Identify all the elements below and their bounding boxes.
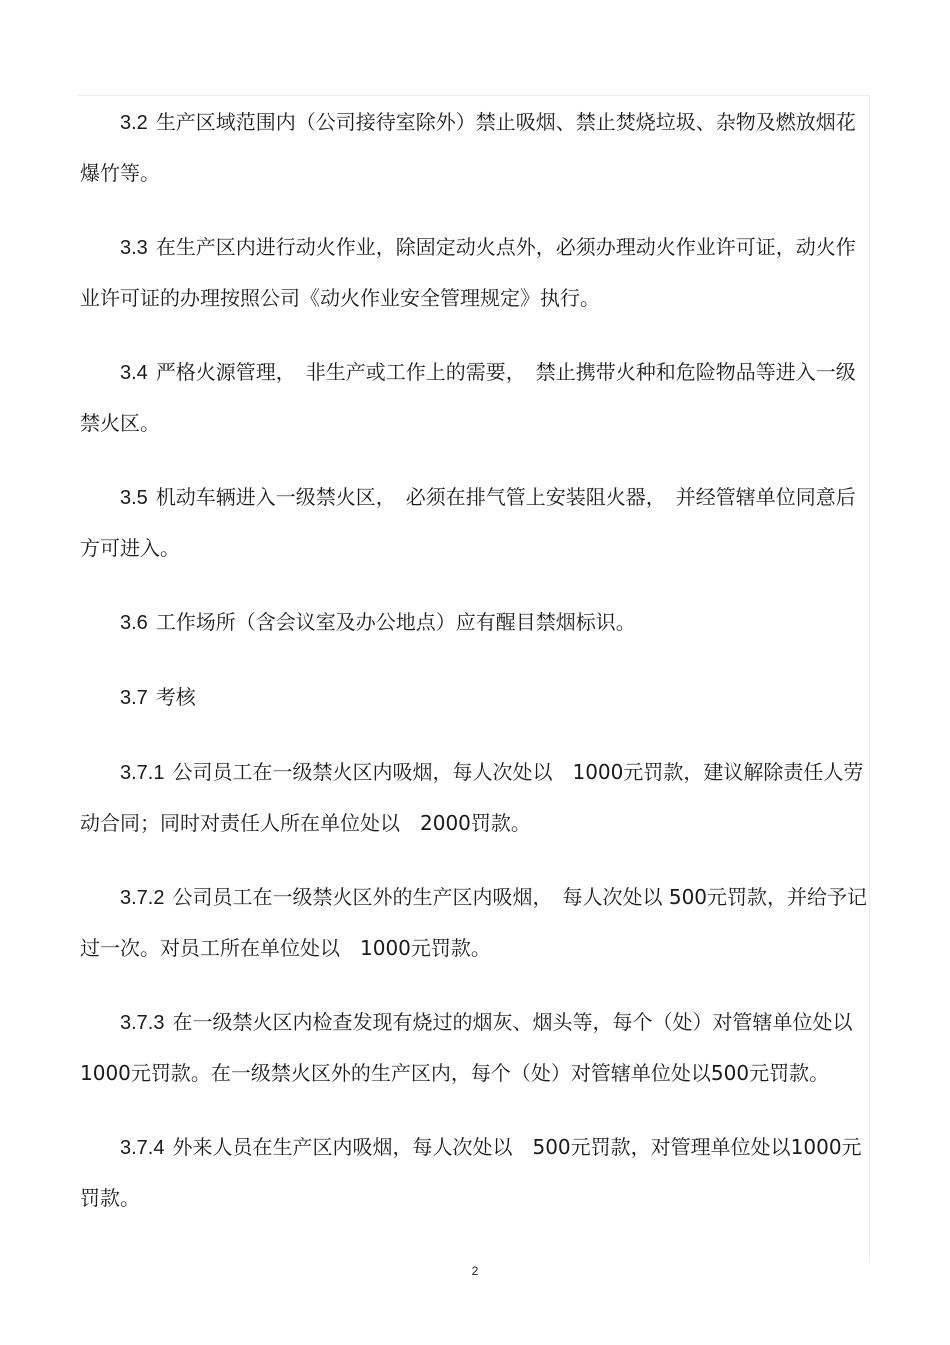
clause-text: 在一级禁火区内检查发现有烧过的烟灰、烟头等，每个（处）对管辖单位处以 1000元罚款。在一级禁火区外的生产区内，每个（处）对管辖单位处以500元罚款。 <box>80 1010 853 1085</box>
clause-text: 严格火源管理， 非生产或工作上的需要， 禁止携带火种和危险物品等进入一级禁火区。 <box>80 360 856 435</box>
paragraph-3-7-1 <box>80 747 870 848</box>
page-frame-top-line <box>78 95 870 96</box>
clause-number: 3.7 <box>120 687 148 709</box>
paragraph-3-6 <box>80 597 870 648</box>
clause-number: 3.2 <box>120 112 148 134</box>
clause-text: 公司员工在一级禁火区内吸烟，每人次处以 1000元罚款，建议解除责任人劳动合同；同时对责任人所在单位处以 2000罚款。 <box>80 760 864 835</box>
paragraph-3-7-4 <box>80 1122 870 1223</box>
clause-text: 考核 <box>155 685 196 709</box>
clause-number: 3.7.2 <box>120 887 165 909</box>
paragraph-3-7 <box>80 672 870 723</box>
clause-text: 机动车辆进入一级禁火区， 必须在排气管上安装阻火器， 并经管辖单位同意后方可进入。 <box>80 485 856 560</box>
clause-number: 3.4 <box>120 362 148 384</box>
clause-number: 3.6 <box>120 612 148 634</box>
clause-number: 3.7.4 <box>120 1137 165 1159</box>
clause-text: 工作场所（含会议室及办公地点）应有醒目禁烟标识。 <box>155 610 636 634</box>
paragraph-3-7-3 <box>80 997 870 1098</box>
clause-number: 3.7.1 <box>120 762 165 784</box>
clause-number: 3.7.3 <box>120 1012 165 1034</box>
paragraph-3-5 <box>80 472 870 573</box>
paragraph-3-3 <box>80 222 870 323</box>
clause-text: 外来人员在生产区内吸烟，每人次处以 500元罚款，对管理单位处以1000元罚款。 <box>80 1135 862 1210</box>
clause-text: 在生产区内进行动火作业，除固定动火点外，必须办理动火作业许可证，动火作业许可证的办理按照公司《动火作业安全管理规定》执行。 <box>80 235 856 310</box>
clause-number: 3.3 <box>120 237 148 259</box>
clause-text: 生产区域范围内（公司接待室除外）禁止吸烟、禁止焚烧垃圾、杂物及燃放烟花爆竹等。 <box>80 110 856 185</box>
clause-text: 公司员工在一级禁火区外的生产区内吸烟， 每人次处以 500元罚款，并给予记过一次。对员工所在单位处以 1000元罚款。 <box>80 885 868 960</box>
document-body <box>80 97 870 1247</box>
paragraph-3-7-2 <box>80 872 870 973</box>
clause-number: 3.5 <box>120 487 148 509</box>
page-number: 2 <box>471 1264 479 1278</box>
paragraph-3-4 <box>80 347 870 448</box>
paragraph-3-2 <box>80 97 870 198</box>
